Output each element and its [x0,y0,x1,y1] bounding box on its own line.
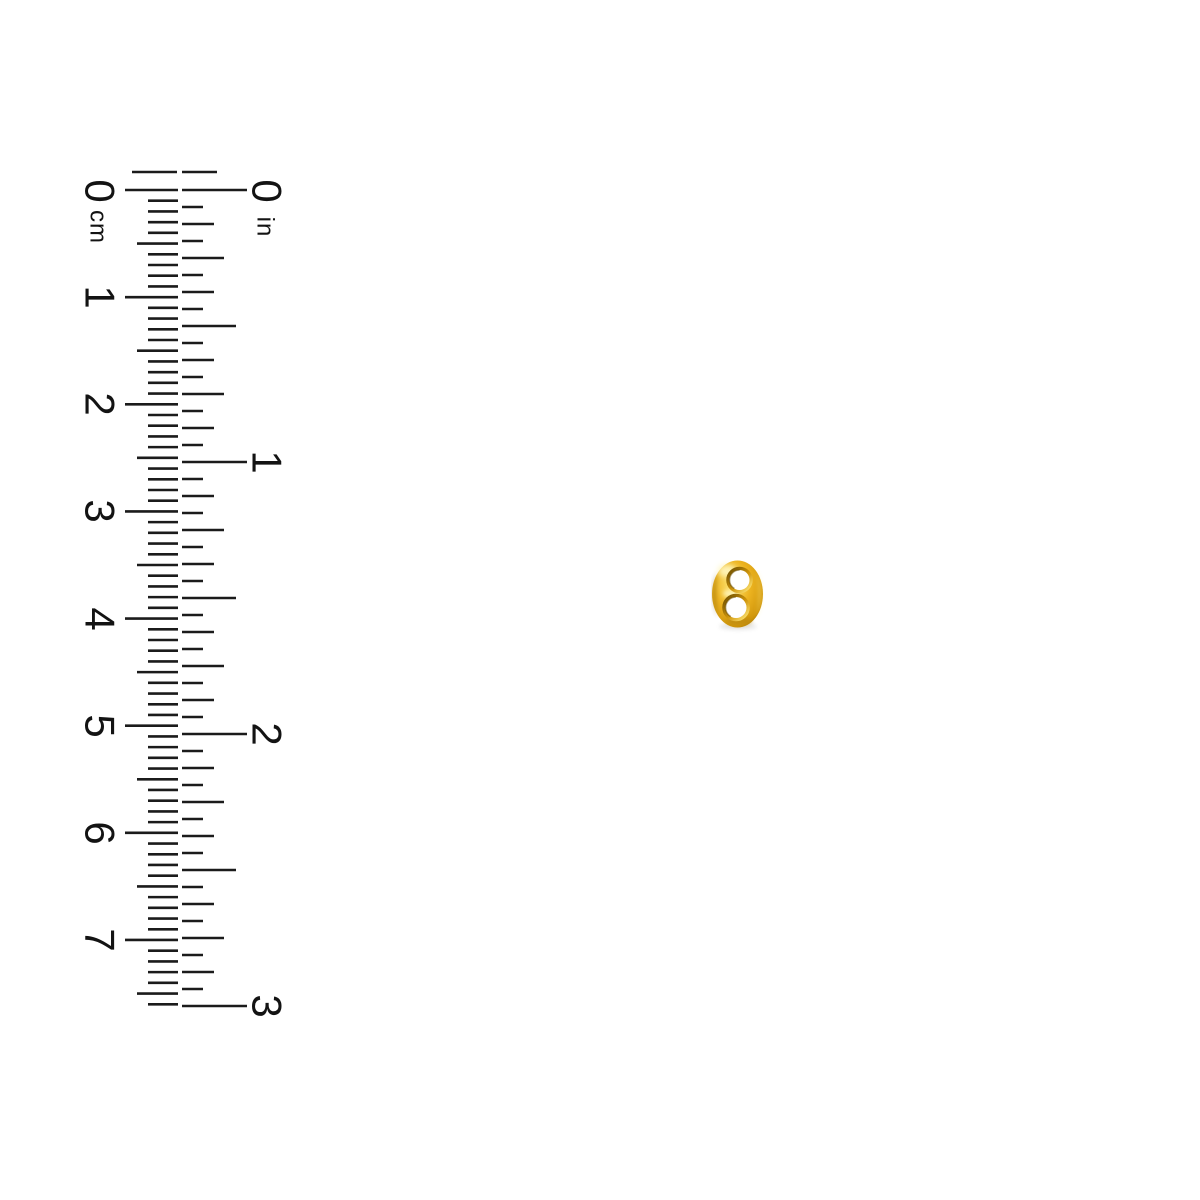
cm-label-5: 5 [76,714,124,738]
cm-label-3: 3 [76,499,124,523]
inch-unit-label: in [251,216,279,238]
inch-label-1: 1 [243,450,291,474]
inch-zero-label: 0 [243,179,291,203]
cm-label-7: 7 [76,928,124,952]
cm-zero-label: 0 [76,179,124,203]
inch-label-2: 2 [243,722,291,746]
cm-label-4: 4 [76,607,124,631]
inch-label-3: 3 [243,994,291,1018]
cm-label-2: 2 [76,392,124,416]
cm-label-1: 1 [76,285,124,309]
cm-label-6: 6 [76,821,124,845]
cm-unit-label: cm [84,210,112,244]
